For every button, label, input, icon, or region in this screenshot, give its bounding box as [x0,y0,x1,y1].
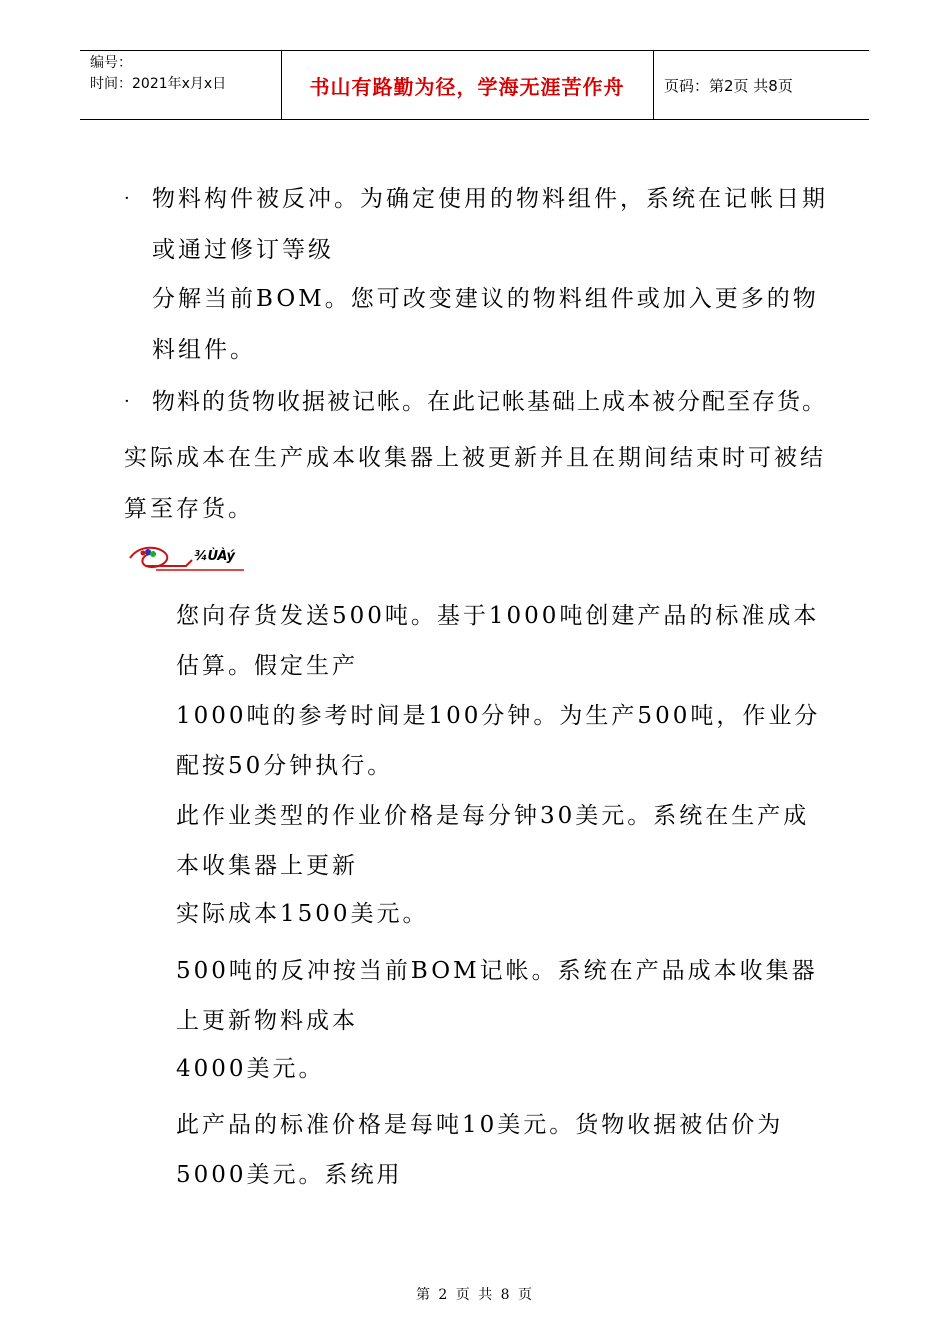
bullet-1: · [124,188,130,209]
header-page-info: 页码：第2页 共8页 [664,76,793,95]
example-line: 此作业类型的作业价格是每分钟30美元。系统在生产成 [176,803,810,829]
bullet-2: · [124,391,130,412]
example-line: 5000美元。系统用 [176,1162,403,1188]
example-line: 500吨的反冲按当前BOM记帐。系统在产品成本收集器 [176,958,818,984]
header-divider [653,51,654,119]
paragraph-line: 或通过修订等级 [152,237,334,263]
example-line: 配按50分钟执行。 [176,753,394,779]
paragraph-line: 实际成本在生产成本收集器上被更新并且在期间结束时可被结 [124,445,826,471]
paragraph-line: 物料的货物收据被记帐。在此记帐基础上成本被分配至存货。 [152,389,827,415]
example-line: 4000美元。 [176,1056,325,1082]
page-header [80,50,869,120]
example-line: 1000吨的参考时间是100分钟。为生产500吨，作业分 [176,703,821,729]
example-label: ¾ÙÀý [194,549,236,564]
paragraph-line: 分解当前BOM。您可改变建议的物料组件或加入更多的物 [152,286,819,312]
example-line: 上更新物料成本 [176,1008,358,1034]
page-footer: 第 2 页 共 8 页 [415,1287,535,1303]
paragraph-line: 料组件。 [152,337,256,363]
example-line: 估算。假定生产 [176,653,358,679]
time-label: 时间：2021年x月x日 [90,76,227,92]
paragraph-line: 物料构件被反冲。为确定使用的物料组件，系统在记帐日期 [152,186,828,212]
example-line: 您向存货发送500吨。基于1000吨创建产品的标准成本 [176,603,820,629]
example-line: 实际成本1500美元。 [176,901,429,927]
code-label: 编号： [90,55,132,71]
header-motto: 书山有路勤为径，学海无涯苦作舟 [309,74,625,99]
example-line: 此产品的标准价格是每吨10美元。货物收据被估价为 [176,1112,784,1138]
header-meta [90,53,226,95]
paragraph-line: 算至存货。 [124,496,254,522]
example-line: 本收集器上更新 [176,853,358,879]
